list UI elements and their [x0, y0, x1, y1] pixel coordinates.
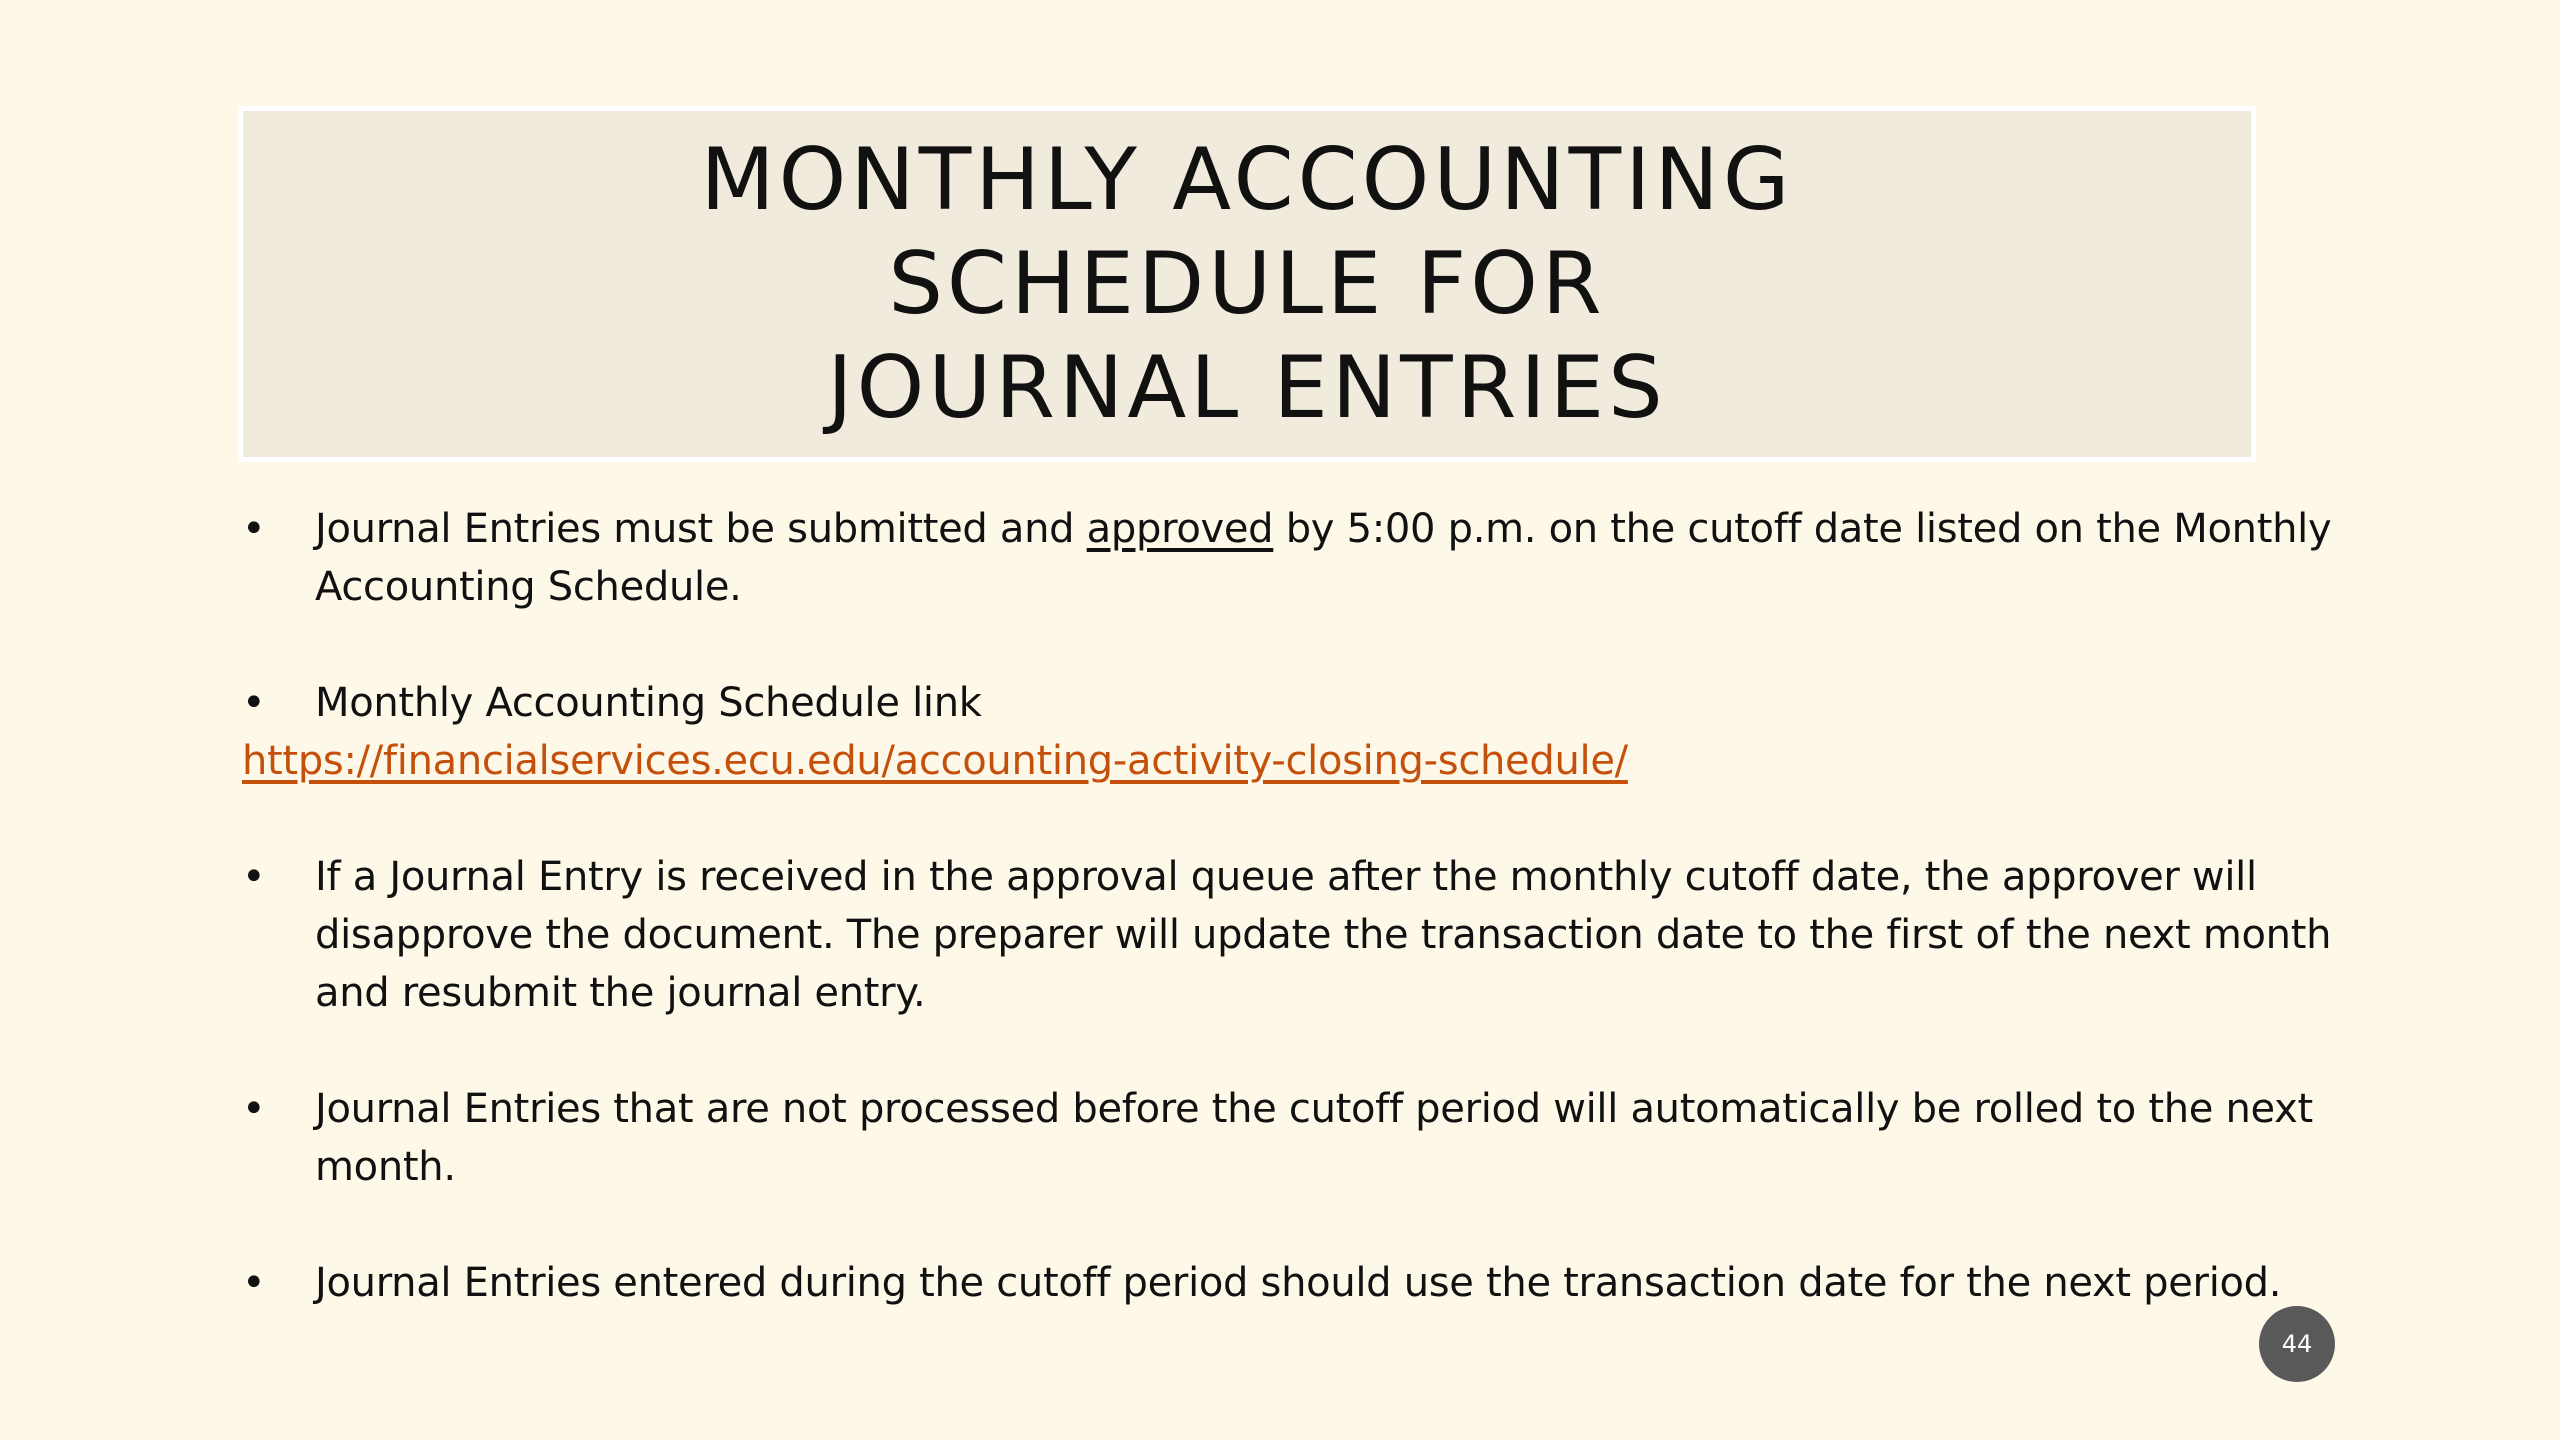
approved-underlined-text: approved	[1086, 506, 1274, 552]
bullet-item-rollover	[242, 1080, 2342, 1196]
bullet-text: Journal Entries must be submitted and	[315, 506, 1087, 552]
bullet-item-cutoff-period	[242, 1254, 2342, 1312]
bullet-dot: •	[242, 854, 266, 900]
bullet-text: If a Journal Entry is received in the approval queue after the monthly cutoff date, the approver will disapprove the document. The preparer will update the transaction date to the first of the next month and resubmit the journal entry.	[315, 854, 2332, 1016]
bullet-text: Journal Entries entered during the cutoff period should use the transaction date for the next period.	[315, 1260, 2282, 1306]
schedule-link[interactable]: https://financialservices.ecu.edu/accounting-activity-closing-schedule/	[242, 738, 1628, 784]
slide-title-line-3: JOURNAL ENTRIES	[827, 338, 1667, 438]
bullet-dot: •	[242, 506, 266, 552]
bullet-text: Monthly Accounting Schedule link	[315, 680, 982, 726]
bullet-dot: •	[242, 680, 266, 726]
title-box	[238, 106, 2256, 462]
slide-title-line-2: SCHEDULE FOR	[888, 234, 1606, 334]
bullet-item-late-entry	[242, 848, 2342, 1022]
bullet-item-schedule-link	[242, 674, 2342, 732]
slide-body	[242, 500, 2342, 1370]
bullet-dot: •	[242, 1260, 266, 1306]
bullet-text: Journal Entries that are not processed before the cutoff period will automatically be rolled to the next month.	[315, 1086, 2313, 1190]
slide-title-line-1: MONTHLY ACCOUNTING	[700, 130, 1794, 230]
schedule-link-line	[242, 732, 2342, 790]
bullet-dot: •	[242, 1086, 266, 1132]
bullet-text: by 5:00 p.m. on the cutoff date listed on the Monthly Accounting Schedule.	[315, 506, 2332, 610]
page-number-badge: 44	[2259, 1306, 2335, 1382]
bullet-item-submission	[242, 500, 2342, 616]
